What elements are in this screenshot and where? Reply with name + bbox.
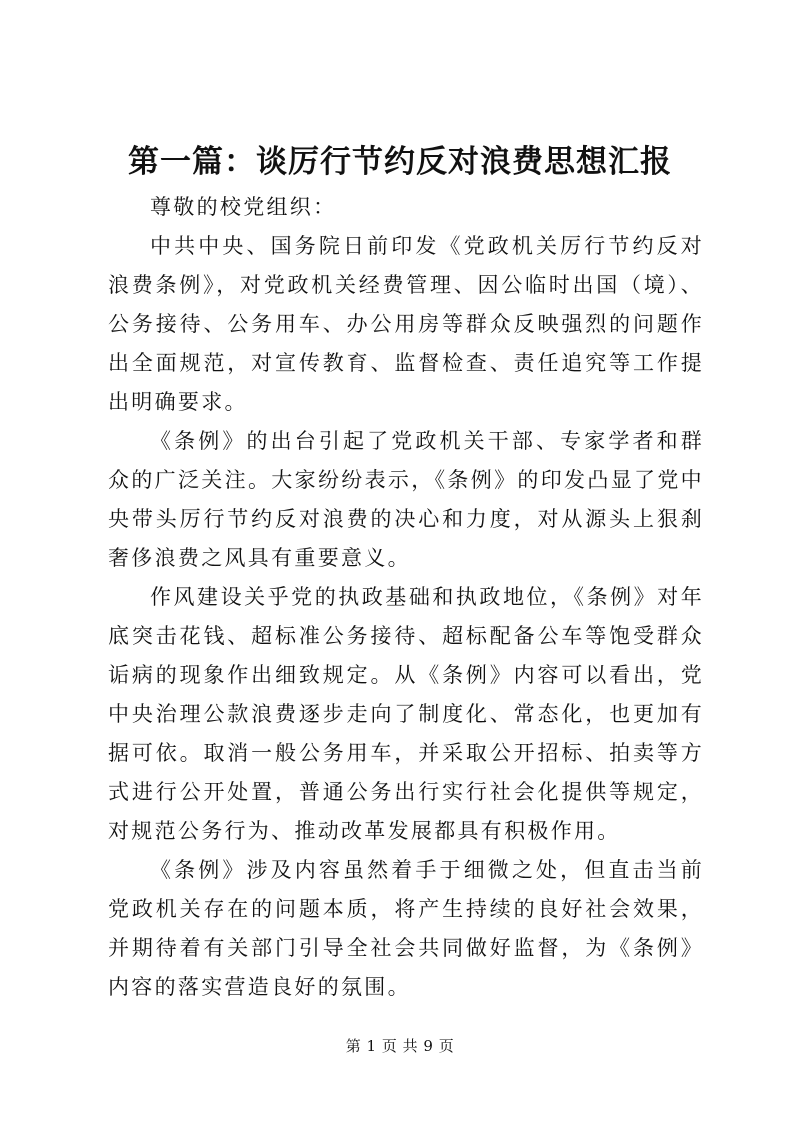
page-footer: 第 1 页 共 9 页 <box>345 1037 455 1055</box>
paragraph-2: 《条例》的出台引起了党政机关干部、专家学者和群众的广泛关注。大家纷纷表示，《条例》的印发凸显了党中央带头厉行节约反对浪费的决心和力度，对从源头上狠刹奢侈浪费之风具有重要意义。 <box>108 429 704 570</box>
document-title: 第一篇：谈厉行节约反对浪费思想汇报 <box>128 144 672 180</box>
salutation: 尊敬的校党组织： <box>150 195 337 219</box>
paragraph-1: 中共中央、国务院日前印发《党政机关厉行节约反对浪费条例》，对党政机关经费管理、因公临时出国（境）、公务接待、公务用车、办公用房等群众反映强烈的问题作出全面规范，对宣传教育、监督检查、责任追究等工作提出明确要求。 <box>108 234 704 414</box>
document-body <box>108 188 704 1007</box>
paragraph-3: 作风建设关乎党的执政基础和执政地位，《条例》对年底突击花钱、超标准公务接待、超标配备公车等饱受群众诟病的现象作出细致规定。从《条例》内容可以看出，党中央治理公款浪费逐步走向了制度化、常态化，也更加有据可依。取消一般公务用车，并采取公开招标、拍卖等方式进行公开处置，普通公务出行实行社会化提供等规定，对规范公务行为、推动改革发展都具有积极作用。 <box>108 585 704 843</box>
paragraph-4: 《条例》涉及内容虽然着手于细微之处，但直击当前党政机关存在的问题本质，将产生持续的良好社会效果，并期待着有关部门引导全社会共同做好监督，为《条例》内容的落实营造良好的氛围。 <box>108 858 704 999</box>
